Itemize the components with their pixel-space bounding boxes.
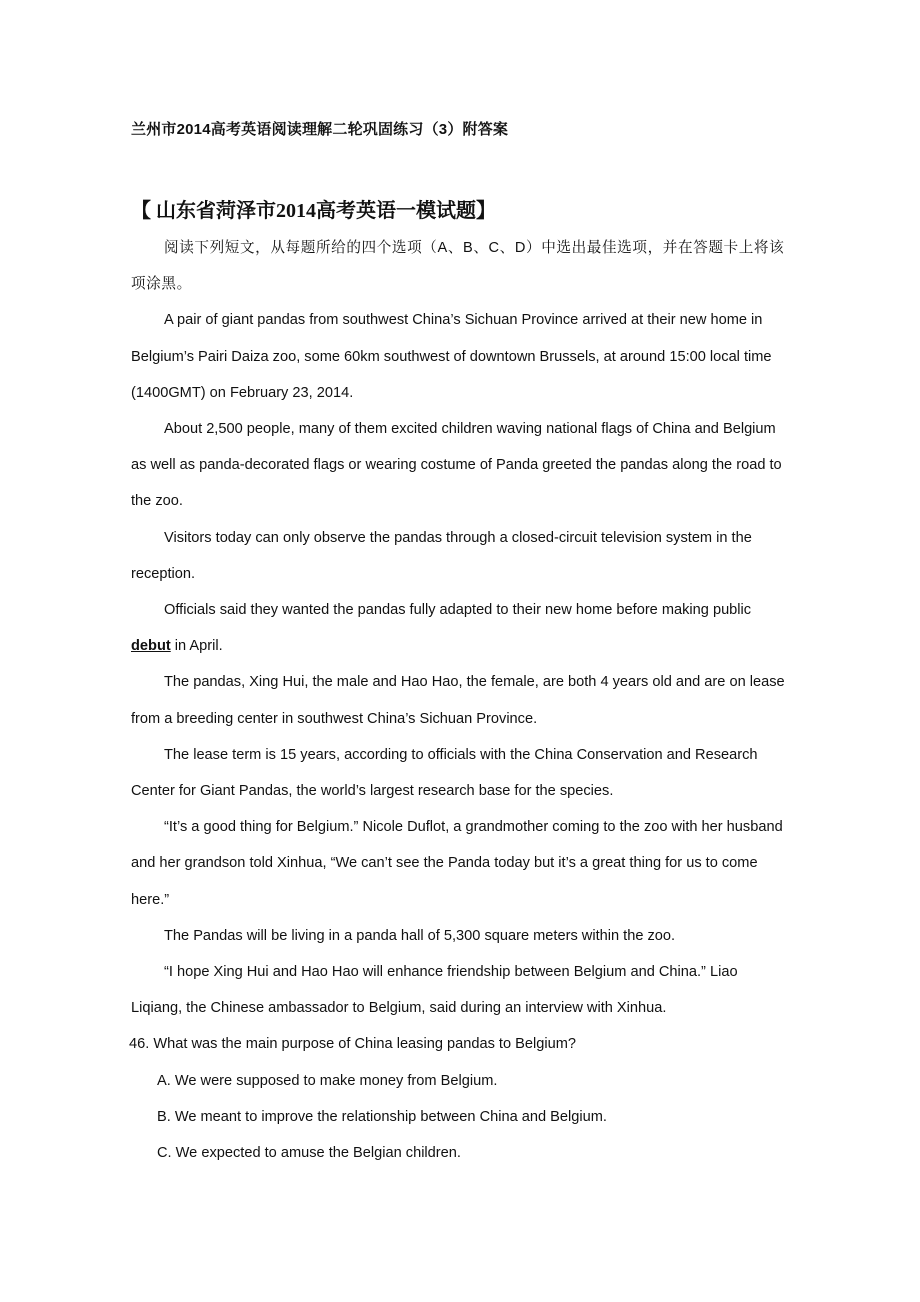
paragraph-6: The lease term is 15 years, according to officials with the China Conservation and Research Center for Giant Pandas, the world’s largest research base for the species. [131,746,758,800]
paragraph-5: The pandas, Xing Hui, the male and Hao Hao, the female, are both 4 years old and are on lease from a breeding center in southwest China’s Sichuan Province. [131,674,785,727]
question-46-stem: 46. What was the main purpose of China leasing pandas to Belgium? [129,1036,576,1053]
paragraph-4-start: Officials said they wanted the pandas fully adapted to their new home before making public [164,602,752,619]
question-46-option-c: C. We expected to amuse the Belgian children. [157,1145,461,1162]
paragraph-8: The Pandas will be living in a panda hall of 5,300 square meters within the zoo. [164,927,676,944]
paragraph-1: A pair of giant pandas from southwest China’s Sichuan Province arrived at their new home in Belgium’s Pairi Daiza zoo, some 60km southwest of downtown Brussels, at around 15:00 local time (1400GMT) on February 23, 2014. [131,312,772,401]
question-46-option-b: B. We meant to improve the relationship between China and Belgium. [157,1108,607,1125]
section-title-text: 山东省菏泽市2014高考英语一模试题 [156,200,476,222]
paragraph-3: Visitors today can only observe the pandas through a closed-circuit television system in the reception. [131,529,752,582]
paragraph-7: “It’s a good thing for Belgium.” Nicole Duflot, a grandmother coming to the zoo with her husband and her grandson told Xinhua, “We can’t see the Panda today but it’s a great thing for us to come here.” [131,819,783,908]
document-title: 兰州市2014高考英语阅读理解二轮巩固练习（3）附答案 [131,121,509,138]
paragraph-9: “I hope Xing Hui and Hao Hao will enhance friendship between Belgium and China.” Liao Liqiang, the Chinese ambassador to Belgium, said during an interview with Xinhua. [131,964,738,1017]
article-body [131,230,791,1171]
paragraph-4-end: in April. [170,638,223,655]
underlined-word-debut: debut [131,638,171,655]
question-46-option-a: A. We were supposed to make money from Belgium. [157,1072,498,1089]
paragraph-2: About 2,500 people, many of them excited children waving national flags of China and Belgium as well as panda-decorated flags or wearing costume of Panda greeted the pandas along the road to the zoo. [131,421,782,510]
section-close-bracket: 】 [476,198,496,222]
section-title [131,194,496,223]
instruction-text: 阅读下列短文，从每题所给的四个选项（A、B、C、D）中选出最佳选项，并在答题卡上将该项涂黑。 [131,240,785,293]
paragraph-4 [131,592,791,664]
section-open-bracket: 【 [131,198,151,222]
